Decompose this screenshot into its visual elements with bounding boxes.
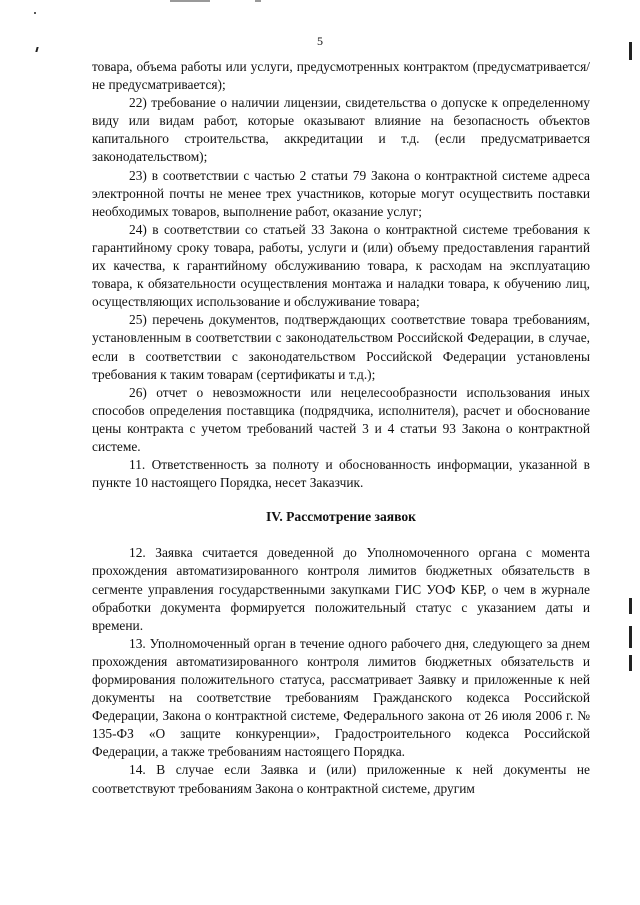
paragraph: 14. В случае если Заявка и (или) приложенные к ней документы не соответствуют требованиям Закона о контрактной системе, другим	[92, 762, 590, 796]
scan-artifact	[34, 12, 36, 14]
scan-edge-mark	[629, 598, 632, 614]
scan-edge-mark	[629, 626, 632, 648]
paragraph: 24) в соответствии со статьей 33 Закона о контрактной системе требования к гарантийному сроку товара, работы, услуги и (или) объему предоставления гарантий их качества, к гарантийному обслуживанию товара, к расходам на эксплуатацию товара, к обязательности осуществления монтажа и наладки товара, к обучению лиц, осуществляющих использование и обслуживание товара;	[92, 221, 590, 310]
paragraph: 11. Ответственность за полноту и обоснованность информации, указанной в пункте 10 настоящего Порядка, несет Заказчик.	[92, 457, 590, 491]
paragraph: 25) перечень документов, подтверждающих соответствие товара требованиям, установленным в соответствии с законодательством Российской Федерации, в случае, если в соответствии с законодательством Российской Федерации установлены требования к таким товарам (сертификаты и т.д.);	[92, 312, 590, 382]
paragraph: товара, объема работы или услуги, предусмотренных контрактом (предусматривается/ не предусматривается);	[92, 59, 590, 93]
paragraph: 23) в соответствии с частью 2 статьи 79 Закона о контрактной системе адреса электронной почты не менее трех участников, которые могут осуществить поставки необходимых товаров, выполнение работ, оказание услуг;	[92, 167, 590, 219]
section-heading: IV. Рассмотрение заявок	[265, 509, 417, 525]
paragraph: 26) отчет о невозможности или нецелесообразности использования иных способов определения поставщика (подрядчика, исполнителя), расчет и обоснование цены контракта с учетом требований частей 3 и 4 статьи 93 Закона о контрактной системе.	[92, 384, 590, 454]
paragraph: 22) требование о наличии лицензии, свидетельства о допуске к определенному виду или видам работ, которые оказывают влияние на безопасность объектов капитального строительства, аккредитации и т.д. (если предусматривается законодательством);	[92, 95, 590, 165]
paragraph: 13. Уполномоченный орган в течение одного рабочего дня, следующего за днем прохождения автоматизированного контроля лимитов бюджетных обязательств и формирования положительного статуса, рассматривает Заявку и приложенные к ней документы на соответствие требованиям Гражданского кодекса Российской Федерации, Закона о контрактной системе, Федерального закона от 26 июля 2006 г. № 135-ФЗ «О защите конкуренции», Градостроительного кодекса Российской Федерации, а также требованиям настоящего Порядка.	[92, 635, 590, 760]
document-body	[92, 58, 590, 798]
scan-edge-mark	[629, 655, 632, 671]
scan-artifact	[170, 0, 210, 2]
paragraph: 12. Заявка считается доведенной до Уполномоченного органа с момента прохождения автоматизированного контроля лимитов бюджетных обязательств в сегменте управления государственными закупками ГИС УОФ КБР, о чем в журнале обработки документа формируется положительный статус с указанием даты и времени.	[92, 545, 590, 633]
page-number: 5	[317, 34, 323, 48]
scan-artifact	[255, 0, 261, 2]
